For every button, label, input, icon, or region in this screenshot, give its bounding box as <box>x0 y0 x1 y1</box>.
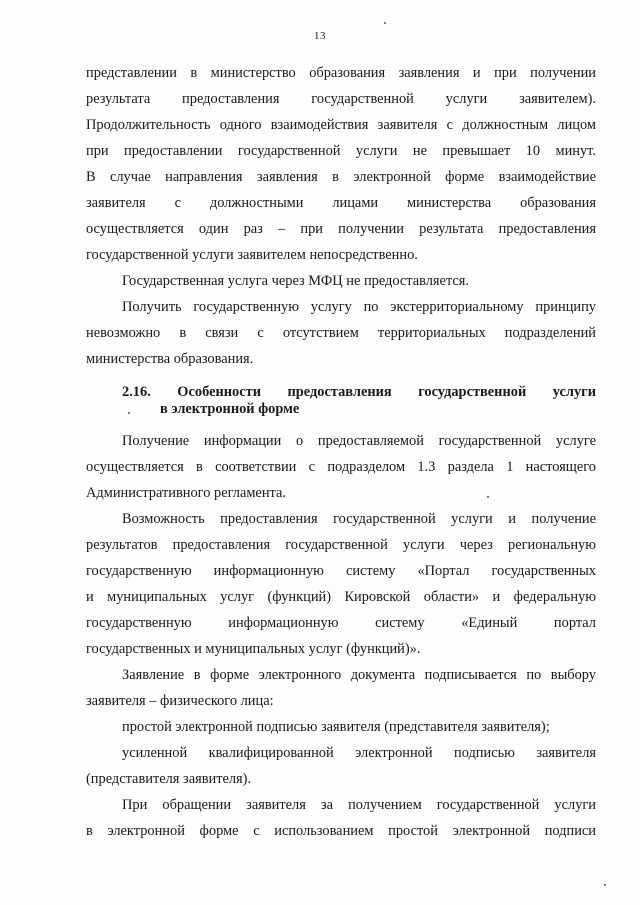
scan-speck <box>487 496 489 498</box>
text-line: Продолжительность одного взаимодействия заявителя с должностным лицом <box>86 117 596 133</box>
page-number: 13 <box>314 30 326 42</box>
text-line: при предоставлении государственной услуги не превышает 10 минут. <box>86 143 596 159</box>
text-line: государственную информационную систему «Единый портал <box>86 615 596 631</box>
text-line: Административного регламента. <box>86 485 286 501</box>
text-line: В случае направления заявления в электронной форме взаимодействие <box>86 169 596 185</box>
scan-speck <box>604 884 606 886</box>
text-line: министерства образования. <box>86 351 254 367</box>
text-line: результатов предоставления государственной услуги через региональную <box>86 537 596 553</box>
document-body <box>86 60 596 844</box>
text-line: Возможность предоставления государственной услуги и получение <box>122 511 596 527</box>
text-line: в электронной форме с использованием простой электронной подписи <box>86 823 596 839</box>
text-line: осуществляется в соответствии с подразделом 1.3 раздела 1 настоящего <box>86 459 596 475</box>
text-line: невозможно в связи с отсутствием территориальных подразделений <box>86 325 596 341</box>
text-line: заявителя – физического лица: <box>86 693 274 709</box>
text-line: государственной услуги заявителем непосредственно. <box>86 247 418 263</box>
text-line: заявителя с должностными лицами министерства образования <box>86 195 596 211</box>
text-line: государственных и муниципальных услуг (функций)». <box>86 641 421 657</box>
text-line: представлении в министерство образования заявления и при получении <box>86 65 596 81</box>
section-heading-line: в электронной форме <box>160 401 300 417</box>
text-line: При обращении заявителя за получением государственной услуги <box>122 797 596 813</box>
text-line: Заявление в форме электронного документа подписывается по выбору <box>122 667 596 683</box>
text-line: (представителя заявителя). <box>86 771 252 787</box>
text-line: и муниципальных услуг (функций) Кировской области» и федеральную <box>86 589 596 605</box>
scan-speck <box>128 412 130 414</box>
section-heading <box>86 384 596 418</box>
text-line: результата предоставления государственной услуги заявителем). <box>86 91 596 107</box>
scan-speck <box>384 22 386 24</box>
text-line: государственную информационную систему «Портал государственных <box>86 563 596 579</box>
text-line: Государственная услуга через МФЦ не предоставляется. <box>122 273 470 289</box>
section-heading-line: 2.16. Особенности предоставления государственной услуги <box>122 384 596 400</box>
text-line: простой электронной подписью заявителя (представителя заявителя); <box>122 719 550 735</box>
text-line: Получить государственную услугу по экстерриториальному принципу <box>122 299 596 315</box>
text-line: усиленной квалифицированной электронной подписью заявителя <box>122 745 596 761</box>
text-line: Получение информации о предоставляемой государственной услуге <box>122 433 596 449</box>
text-line: осуществляется один раз – при получении результата предоставления <box>86 221 596 237</box>
